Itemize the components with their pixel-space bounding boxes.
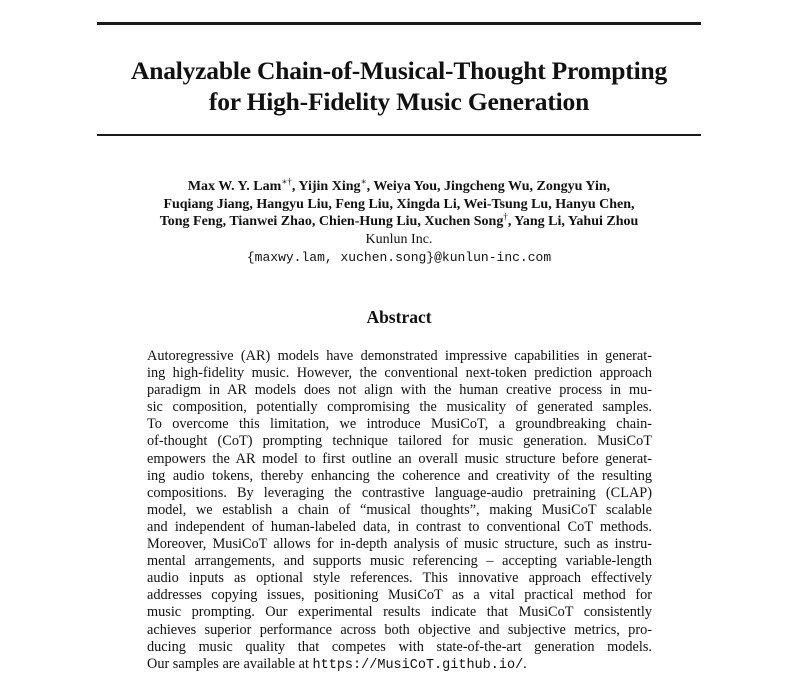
abstract-final-period: . — [523, 655, 527, 672]
abstract-line: model, we establish a chain of “musical thoughts”, making MusiCoT scalable — [147, 501, 652, 518]
abstract-final-line — [147, 656, 652, 674]
title-line-2: for High-Fidelity Music Generation — [208, 87, 590, 116]
abstract-line: audio inputs as optional style references. This innovative approach effectively — [147, 570, 652, 587]
abstract-heading: Abstract — [366, 307, 432, 327]
title-line-1: Analyzable Chain-of-Musical-Thought Prompting — [131, 56, 667, 85]
author-mark: ∗† — [281, 176, 292, 187]
abstract-line: ing audio tokens, thereby enhancing the coherence and creativity of the resulting — [147, 467, 652, 484]
abstract-line: To overcome this limitation, we introduce MusiCoT, a groundbreaking chain- — [147, 416, 652, 433]
author-text: , Weiya You, Jingcheng Wu, Zongyu Yin, — [366, 179, 611, 194]
author-mark: † — [503, 211, 508, 222]
affiliation: Kunlun Inc. — [365, 231, 433, 247]
paper-title — [97, 55, 701, 117]
author-text: Tong Feng, Tianwei Zhao, Chien-Hung Liu, Xuchen Song — [159, 214, 504, 229]
author-text: Max W. Y. Lam — [187, 179, 282, 194]
samples-link[interactable]: https://MusiCoT.github.io/ — [312, 657, 524, 673]
abstract-final-text: Our samples are available at — [147, 655, 313, 672]
abstract-line: empowers the AR model to first outline an overall music structure before generat- — [147, 450, 652, 467]
abstract-line: Autoregressive (AR) models have demonstrated impressive capabilities in generat- — [147, 348, 652, 364]
abstract-line: Moreover, MusiCoT allows for in-depth analysis of music structure, such as instru- — [147, 536, 652, 553]
email: {maxwy.lam, xuchen.song}@kunlun-inc.com — [246, 250, 552, 265]
author-line-2: Fuqiang Jiang, Hangyu Liu, Feng Liu, Xingda Li, Wei-Tsung Lu, Hanyu Chen, — [163, 196, 635, 212]
abstract-line: addresses copying issues, positioning MusiCoT as a vital practical method for — [147, 587, 652, 604]
bottom-rule — [97, 134, 701, 136]
author-text: , Yang Li, Yahui Zhou — [507, 214, 639, 229]
abstract-body — [147, 348, 652, 674]
author-line-3 — [97, 213, 701, 231]
abstract-line: music prompting. Our experimental results indicate that MusiCoT consistently — [147, 604, 652, 621]
abstract-line: ducing music quality that competes with state-of-the-art generation models. — [147, 638, 652, 655]
abstract-line: paradigm in AR models does not align with the human creative process in mu- — [147, 382, 652, 399]
abstract-line: of-thought (CoT) prompting technique tailored for music generation. MusiCoT — [147, 433, 652, 450]
abstract-line: sic composition, potentially compromising the musicality of generated samples. — [147, 399, 652, 416]
abstract-line: mental arrangements, and supports music referencing – accepting variable-length — [147, 553, 652, 570]
abstract-line: and independent of human-labeled data, in contrast to conventional CoT methods. — [147, 518, 652, 535]
abstract-line: compositions. By leveraging the contrastive language-audio pretraining (CLAP) — [147, 484, 652, 501]
author-mark: ∗ — [360, 176, 367, 187]
top-rule — [97, 22, 701, 25]
author-block — [97, 178, 701, 267]
author-text: , Yijin Xing — [291, 179, 361, 194]
abstract-line: ing high-fidelity music. However, the conventional next-token prediction approach — [147, 365, 652, 382]
author-line-1 — [97, 178, 701, 196]
abstract-line: achieves superior performance across both objective and subjective metrics, pro- — [147, 621, 652, 638]
